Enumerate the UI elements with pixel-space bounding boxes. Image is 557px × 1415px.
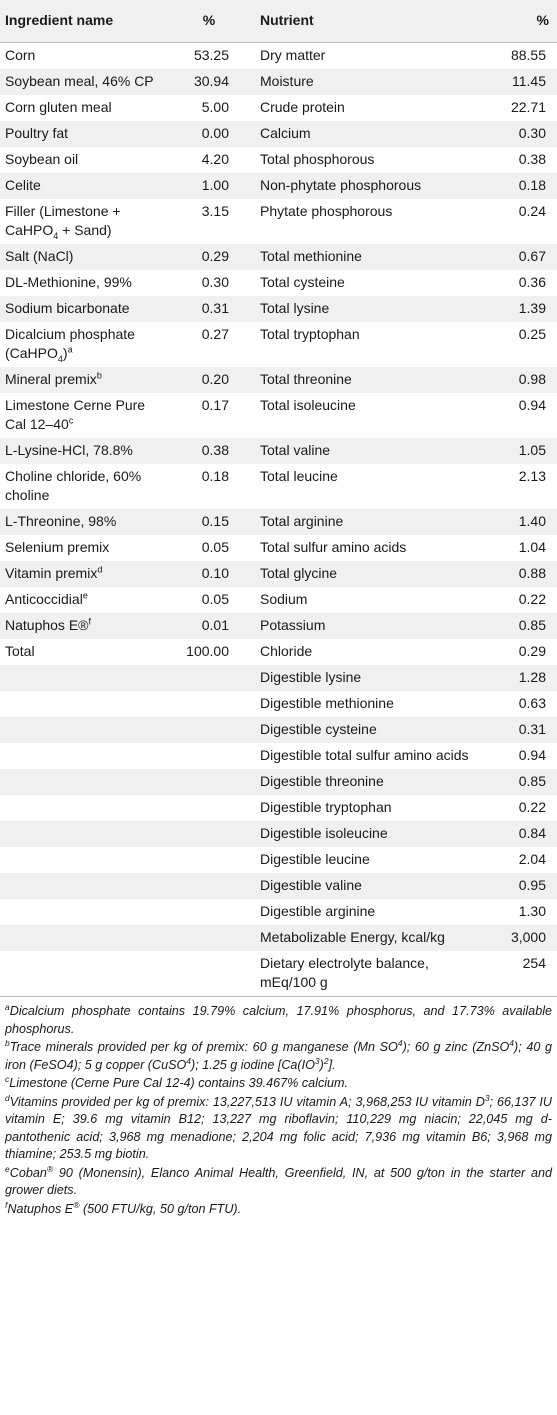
- ingredient-cell: [0, 509, 163, 535]
- ingredient-subscript: 4: [53, 230, 59, 241]
- ingredient-cell: [0, 925, 163, 951]
- table-row: [0, 296, 557, 322]
- nutrient-percent: 0.94: [518, 747, 546, 763]
- nutrient-percent: 0.88: [518, 565, 546, 581]
- ingredient-cell: [0, 147, 163, 173]
- ingredient-cell: [0, 438, 163, 464]
- ingredient-name-tail: ): [62, 345, 68, 361]
- ingredient-percent: [163, 899, 255, 925]
- table-row: [0, 561, 557, 587]
- nutrient-percent: 0.85: [518, 617, 546, 633]
- ingredient-percent: 0.17: [201, 397, 229, 413]
- ingredient-name: DL-Methionine, 99%: [5, 274, 132, 290]
- nutrient-percent: 0.94: [518, 397, 546, 413]
- nutrient-name: Calcium: [260, 125, 311, 141]
- nutrient-name: Potassium: [260, 617, 326, 633]
- footnote-b: [5, 1039, 552, 1074]
- nutrient-percent: 88.55: [510, 47, 546, 63]
- table-header: [0, 0, 557, 43]
- nutrient-name: Digestible leucine: [260, 851, 370, 867]
- ingredient-name: L-Lysine-HCl, 78.8%: [5, 442, 133, 458]
- ingredient-name: L-Threonine, 98%: [5, 513, 117, 529]
- footnote-f: [5, 1201, 552, 1219]
- ingredient-percent: [163, 743, 255, 769]
- nutrient-percent: 0.18: [518, 177, 546, 193]
- ingredient-name: Sodium bicarbonate: [5, 300, 130, 316]
- ingredient-name: Selenium premix: [5, 539, 110, 555]
- footnote-e: [5, 1165, 552, 1200]
- ingredient-cell: [0, 95, 163, 121]
- table-row: [0, 691, 557, 717]
- ingredient-cell: [0, 743, 163, 769]
- nutrient-percent: 22.71: [510, 99, 546, 115]
- footnote-mark: e: [5, 1163, 10, 1174]
- table-row: [0, 665, 557, 691]
- ingredient-cell: [0, 367, 163, 393]
- nutrient-percent: 254: [483, 951, 557, 997]
- table-row: [0, 367, 557, 393]
- ingredient-name: Total: [5, 643, 35, 659]
- header-ingredient-percent: %: [163, 0, 255, 43]
- header-nutrient: Nutrient: [255, 0, 483, 43]
- nutrient-name: Sodium: [260, 591, 308, 607]
- ingredient-name: Vitamin premix: [5, 565, 98, 581]
- footnote-mark: d: [5, 1092, 10, 1103]
- ingredient-percent: 0.20: [201, 371, 229, 387]
- table-row: [0, 322, 557, 367]
- nutrient-name: Dietary electrolyte balance, mEq/100 g: [255, 951, 483, 997]
- footnote-d: [5, 1094, 552, 1164]
- footnote-superscript: ®: [73, 1199, 80, 1210]
- footnote-text: Trace minerals provided per kg of premix: 60 g manganese (Mn SO: [9, 1040, 398, 1054]
- footnote-superscript: 3: [314, 1055, 320, 1066]
- table-row: [0, 899, 557, 925]
- nutrient-percent: 1.30: [518, 903, 546, 919]
- ingredient-name: Soybean oil: [5, 151, 79, 167]
- nutrient-percent: 0.30: [518, 125, 546, 141]
- nutrient-name: Total cysteine: [260, 274, 345, 290]
- ingredient-percent: 53.25: [193, 47, 229, 63]
- ingredient-percent: [163, 691, 255, 717]
- footnote-superscript: 4: [397, 1037, 403, 1048]
- ingredient-cell: [0, 665, 163, 691]
- ingredient-name: Limestone Cerne Pure Cal 12–40: [5, 397, 146, 432]
- table-row: [0, 821, 557, 847]
- nutrient-name: Dry matter: [260, 47, 326, 63]
- footnote-marker: f: [88, 616, 91, 627]
- ingredient-percent: 100.00: [186, 643, 229, 659]
- nutrient-percent: 0.36: [518, 274, 546, 290]
- nutrient-name: Digestible arginine: [260, 903, 376, 919]
- footnote-text: ): [319, 1057, 324, 1072]
- nutrient-name: Non-phytate phosphorous: [260, 177, 422, 193]
- nutrient-name: Crude protein: [260, 99, 345, 115]
- footnote-superscript: 2: [323, 1055, 329, 1066]
- footnote-text: ); 1.25 g iodine [Ca(IO: [191, 1057, 315, 1072]
- ingredient-cell: [0, 464, 163, 509]
- nutrient-name: Total valine: [260, 442, 331, 458]
- ingredient-cell: [0, 69, 163, 95]
- ingredient-percent: 1.00: [201, 177, 229, 193]
- ingredient-cell: [0, 199, 163, 244]
- footnote-marker: d: [97, 564, 103, 575]
- nutrient-percent: 0.22: [518, 591, 546, 607]
- table-row: [0, 925, 557, 951]
- nutrient-percent: 0.29: [518, 643, 546, 659]
- ingredient-percent: 30.94: [193, 73, 229, 89]
- table-row: [0, 951, 557, 997]
- ingredient-name: Dicalcium phosphate (CaHPO: [5, 326, 135, 361]
- footnote-text: ].: [328, 1057, 336, 1072]
- footnote-mark: f: [5, 1199, 8, 1210]
- table-row: [0, 393, 557, 438]
- ingredient-cell: [0, 691, 163, 717]
- footnote-text: ; 66,137 IU vitamin E; 39.6 mg vitamin B12; 13,227 mg riboflavin; 110,229 mg niacin; 22,045 mg d-pantothenic acid; 3,968 mg menadione; 2,204 mg folic acid; 7,936 mg vitamin B6; 3,968 mg thiamine; 253.5 mg biotin.: [5, 1094, 552, 1161]
- table-row: [0, 743, 557, 769]
- nutrient-percent: 1.05: [518, 442, 546, 458]
- footnote-mark: c: [5, 1073, 10, 1084]
- footnote-text: Coban: [9, 1165, 47, 1180]
- ingredient-percent: 4.20: [201, 151, 229, 167]
- nutrient-percent: 0.98: [518, 371, 546, 387]
- ingredient-percent: [163, 951, 255, 997]
- footnote-superscript: 4: [509, 1037, 515, 1048]
- nutrient-name: Total isoleucine: [260, 397, 356, 413]
- nutrient-name: Digestible threonine: [260, 773, 384, 789]
- table-row: [0, 173, 557, 199]
- table-row: [0, 639, 557, 665]
- ingredient-percent: 0.38: [201, 442, 229, 458]
- footnote-text: Natuphos E: [7, 1201, 74, 1216]
- ingredient-cell: [0, 639, 163, 665]
- nutrient-name: Digestible methionine: [260, 695, 394, 711]
- nutrient-name: Total methionine: [260, 248, 362, 264]
- ingredient-cell: [0, 561, 163, 587]
- ingredient-cell: [0, 43, 163, 70]
- nutrient-name: Total sulfur amino acids: [260, 539, 407, 555]
- footnote-marker: c: [68, 415, 74, 426]
- table-row: [0, 509, 557, 535]
- ingredient-cell: [0, 873, 163, 899]
- ingredient-cell: [0, 270, 163, 296]
- ingredient-cell: [0, 296, 163, 322]
- ingredient-name: Natuphos E®: [5, 617, 89, 633]
- footnote-text: ); 40 g iron (FeSO4); 5 g copper (CuSO: [5, 1040, 552, 1072]
- ingredient-percent: [163, 925, 255, 951]
- nutrient-percent: 0.63: [518, 695, 546, 711]
- table-row: [0, 147, 557, 173]
- ingredient-percent: [163, 795, 255, 821]
- table-row: [0, 873, 557, 899]
- ingredient-percent: 0.30: [201, 274, 229, 290]
- ingredient-subscript: 4: [57, 353, 63, 364]
- nutrient-name: Total threonine: [260, 371, 352, 387]
- table-row: [0, 847, 557, 873]
- ingredient-cell: [0, 535, 163, 561]
- ingredient-name: Corn: [5, 47, 36, 63]
- nutrient-name: Total lysine: [260, 300, 330, 316]
- footnote-text: Limestone (Cerne Pure Cal 12-4) contains 39.467% calcium.: [9, 1076, 349, 1090]
- footnote-text: ); 60 g zinc (ZnSO: [402, 1040, 510, 1054]
- nutrient-name: Digestible tryptophan: [260, 799, 392, 815]
- ingredient-name: Anticoccidial: [5, 591, 83, 607]
- ingredient-percent: [163, 665, 255, 691]
- ingredient-percent: [163, 717, 255, 743]
- nutrient-percent: 0.85: [518, 773, 546, 789]
- nutrient-percent: 1.39: [518, 300, 546, 316]
- ingredient-name: Choline chloride, 60% choline: [5, 468, 142, 503]
- table-row: [0, 69, 557, 95]
- table-row: [0, 795, 557, 821]
- ingredient-percent: [163, 873, 255, 899]
- ingredient-name: Soybean meal, 46% CP: [5, 73, 154, 89]
- nutrient-percent: 2.13: [518, 468, 546, 484]
- nutrient-percent: 0.22: [518, 799, 546, 815]
- footnote-superscript: 3: [484, 1092, 490, 1103]
- nutrient-name: Moisture: [260, 73, 314, 89]
- ingredient-cell: [0, 847, 163, 873]
- ingredient-percent: [163, 847, 255, 873]
- nutrient-name: Digestible isoleucine: [260, 825, 388, 841]
- ingredient-name: Mineral premix: [5, 371, 97, 387]
- nutrient-percent: 3,000: [510, 929, 546, 945]
- footnote-text: 90 (Monensin), Elanco Animal Health, Greenfield, IN, at 500 g/ton in the starter and grower diets.: [5, 1165, 552, 1197]
- ingredient-percent: [163, 769, 255, 795]
- table-row: [0, 535, 557, 561]
- table-row: [0, 244, 557, 270]
- footnote-text: Vitamins provided per kg of premix: 13,227,513 IU vitamin A; 3,968,253 IU vitamin D: [9, 1094, 485, 1109]
- header-ingredient-name: Ingredient name: [0, 0, 163, 43]
- table-row: [0, 121, 557, 147]
- ingredient-name: Corn gluten meal: [5, 99, 112, 115]
- footnote-c: [5, 1075, 552, 1093]
- ingredient-name-tail: + Sand): [58, 222, 112, 238]
- ingredient-cell: [0, 717, 163, 743]
- ingredient-percent: 0.27: [201, 326, 229, 342]
- nutrient-name: Chloride: [260, 643, 313, 659]
- footnote-superscript: 4: [186, 1055, 192, 1066]
- nutrient-percent: 2.04: [518, 851, 546, 867]
- ingredient-cell: [0, 899, 163, 925]
- ingredient-percent: 0.05: [201, 591, 229, 607]
- nutrient-name: Total arginine: [260, 513, 344, 529]
- ingredient-percent: 0.15: [201, 513, 229, 529]
- footnotes: [0, 997, 557, 1218]
- table-row: [0, 43, 557, 70]
- nutrient-name: Digestible cysteine: [260, 721, 377, 737]
- footnote-a: [5, 1003, 552, 1038]
- ingredient-cell: [0, 173, 163, 199]
- nutrient-name: Total glycine: [260, 565, 338, 581]
- ingredient-percent: 3.15: [201, 203, 229, 219]
- footnote-marker: e: [82, 590, 88, 601]
- nutrient-percent: 0.38: [518, 151, 546, 167]
- ingredient-name: Poultry fat: [5, 125, 69, 141]
- table-row: [0, 717, 557, 743]
- nutrient-name: Digestible valine: [260, 877, 362, 893]
- ingredient-percent: 0.01: [201, 617, 229, 633]
- ingredient-percent: 5.00: [201, 99, 229, 115]
- ingredient-name: Filler (Limestone + CaHPO: [5, 203, 121, 238]
- ingredient-percent: 0.05: [201, 539, 229, 555]
- ingredient-cell: [0, 322, 163, 367]
- nutrient-percent: 0.24: [518, 203, 546, 219]
- ingredient-name: Celite: [5, 177, 41, 193]
- table-row: [0, 438, 557, 464]
- nutrient-name: Metabolizable Energy, kcal/kg: [260, 929, 445, 945]
- nutrient-percent: 1.28: [518, 669, 546, 685]
- ingredient-cell: [0, 795, 163, 821]
- table-row: [0, 95, 557, 121]
- table-row: [0, 613, 557, 639]
- nutrient-percent: 1.04: [518, 539, 546, 555]
- table-row: [0, 199, 557, 244]
- footnote-text: Dicalcium phosphate contains 19.79% calcium, 17.91% phosphorus, and 17.73% available phosphorus.: [5, 1004, 552, 1036]
- ingredient-cell: [0, 121, 163, 147]
- header-row: [0, 0, 557, 43]
- nutrient-name: Total phosphorous: [260, 151, 375, 167]
- ingredient-cell: [0, 613, 163, 639]
- footnote-mark: b: [5, 1037, 10, 1048]
- table-row: [0, 464, 557, 509]
- footnote-marker: a: [67, 344, 73, 355]
- ingredient-percent: 0.00: [201, 125, 229, 141]
- nutrient-name: Total leucine: [260, 468, 338, 484]
- nutrient-percent: 0.84: [518, 825, 546, 841]
- table-row: [0, 587, 557, 613]
- ingredient-cell: [0, 587, 163, 613]
- nutrient-percent: 0.31: [518, 721, 546, 737]
- ingredient-percent: 0.31: [201, 300, 229, 316]
- nutrient-name: Phytate phosphorous: [260, 203, 393, 219]
- ingredient-percent: [163, 821, 255, 847]
- ingredient-percent: 0.10: [201, 565, 229, 581]
- nutrient-name: Total tryptophan: [260, 326, 360, 342]
- footnote-mark: a: [5, 1001, 10, 1012]
- table-body: [0, 43, 557, 997]
- nutrient-percent: 0.95: [518, 877, 546, 893]
- nutrient-percent: 0.25: [518, 326, 546, 342]
- ingredient-name: Salt (NaCl): [5, 248, 74, 264]
- footnote-marker: b: [96, 370, 102, 381]
- ingredient-percent: 0.18: [201, 468, 229, 484]
- nutrient-percent: 0.67: [518, 248, 546, 264]
- nutrient-percent: 1.40: [518, 513, 546, 529]
- table-row: [0, 769, 557, 795]
- ingredient-cell: [0, 244, 163, 270]
- nutrient-name: Digestible total sulfur amino acids: [260, 747, 469, 763]
- table-row: [0, 270, 557, 296]
- ingredient-cell: [0, 821, 163, 847]
- footnote-text: (500 FTU/kg, 50 g/ton FTU).: [79, 1201, 242, 1216]
- nutrient-name: Digestible lysine: [260, 669, 362, 685]
- footnote-superscript: ®: [46, 1163, 54, 1174]
- header-nutrient-percent: %: [483, 0, 557, 43]
- ingredient-cell: [0, 951, 163, 997]
- ingredient-cell: [0, 769, 163, 795]
- nutrient-percent: 11.45: [512, 73, 546, 89]
- ingredient-percent: 0.29: [201, 248, 229, 264]
- ingredient-cell: [0, 393, 163, 438]
